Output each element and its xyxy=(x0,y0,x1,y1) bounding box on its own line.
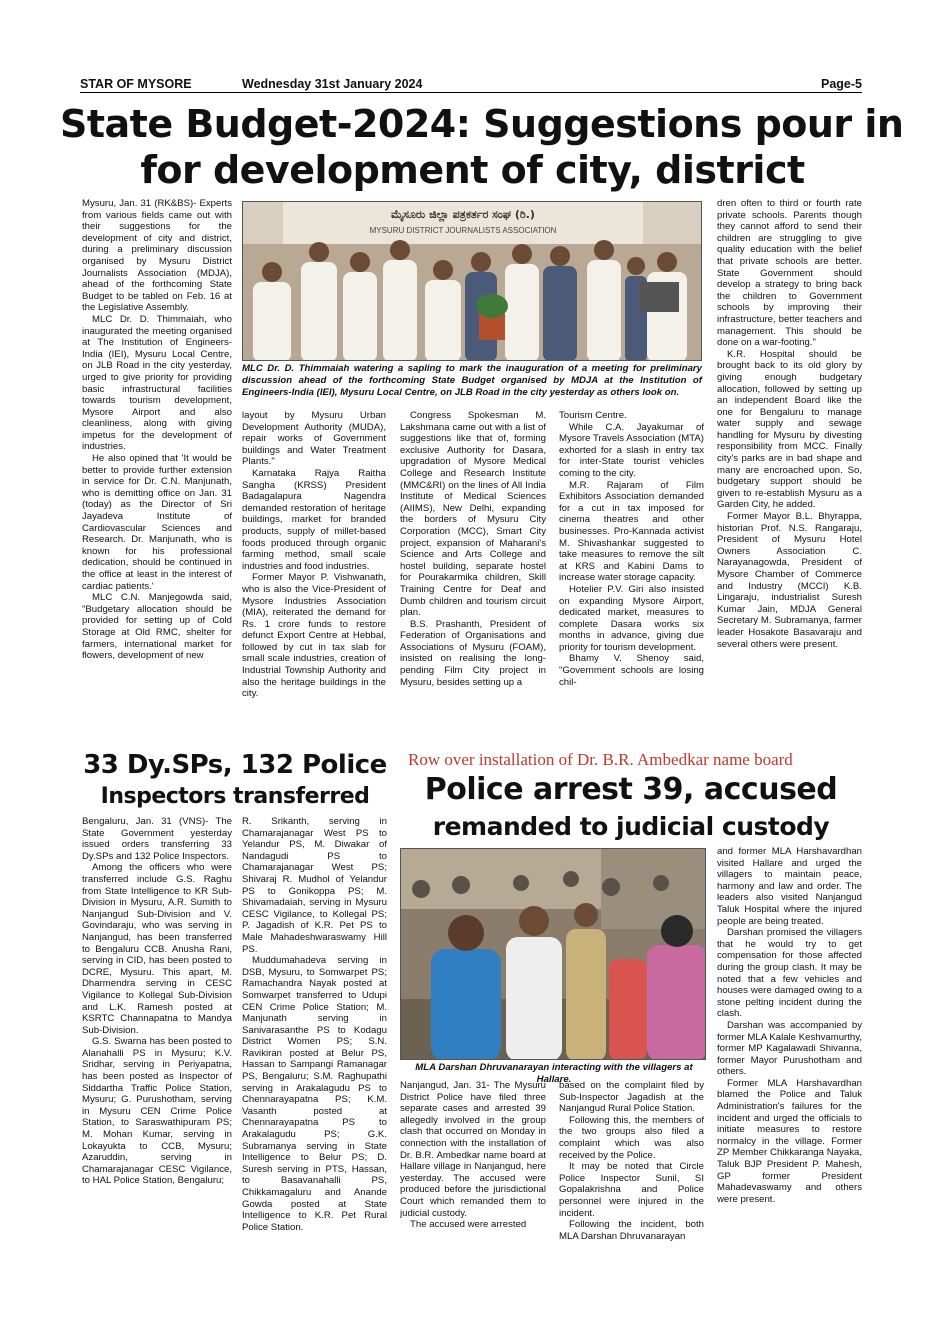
hallare-visit-photo xyxy=(400,848,706,1060)
page-number: Page-5 xyxy=(821,77,862,91)
photo-banner-text: ಮೈಸೂರು ಜಿಲ್ಲಾ ಪತ್ರಕರ್ತರ ಸಂಘ (ರಿ.) xyxy=(391,208,535,221)
publication-name: STAR OF MYSORE xyxy=(80,77,192,91)
story3-paragraph: Nanjangud, Jan. 31- The Mysuru District Police have filed three separate cases and arrested 39 allegedly involved in the group clash that occurred on Monday in connection with the installation of Dr. B.R. Ambedkar name board at Hallare village in Nanjangud, here yesterday. The accused were produced before the jurisdictional Court which remanded them to judicial custody. xyxy=(400,1080,546,1219)
story1-column-3 xyxy=(400,410,546,746)
story1-paragraph: B.S. Prashanth, President of Federation of Organisations and Associations of Mysuru (FOAM), insisted on realising the long-pending Film City project in Mysuru, besides setting up a xyxy=(400,618,546,688)
story3-kicker: Row over installation of Dr. B.R. Ambedkar name board xyxy=(408,750,793,769)
story1-paragraph: Bhamy V. Shenoy said, "Government schools are losing chil- xyxy=(559,653,704,688)
story2-paragraph: Bengaluru, Jan. 31 (VNS)- The State Government yesterday issued orders transferring 33 Dy.SPs and 132 Police Inspectors. xyxy=(82,816,232,862)
story1-paragraph: Mysuru, Jan. 31 (RK&BS)- Experts from various fields came out with their suggestions for the development of city and district, during a preliminary discussion organised by Mysuru District Journalists Association (MDJA), ahead of the forthcoming State Budget to be tabled on Feb. 16 at the Legislative Assembly. xyxy=(82,198,232,314)
story3-paragraph: Following this, the members of the two groups also filed a complaint which was also received by the Police. xyxy=(559,1114,704,1161)
story3-paragraph: Darshan promised the villagers that he would try to get compensation for those affected during the group clash. It may be noted that a few vehicles and houses were damaged owing to a stone pelting incident during the clash. xyxy=(717,927,862,1020)
story3-paragraph: based on the complaint filed by Sub-Inspector Jagadish at the Nanjangud Rural Police Station. xyxy=(559,1080,704,1115)
story2-column-2 xyxy=(242,816,387,1268)
story1-column-1 xyxy=(82,198,232,746)
story3-paragraph: Following the incident, both MLA Darshan Dhruvanarayan xyxy=(559,1219,704,1242)
inauguration-photo-caption: MLC Dr. D. Thimmaiah watering a sapling to mark the inauguration of a meeting for preliminary discussion ahead of the forthcoming State Budget organised by MDJA at the Institution of Engineers-India (IEI), Mysuru Local Centre, on JLB Road in the city yesterday as others look on. xyxy=(242,363,702,398)
story1-paragraph: He also opined that 'It would be better to provide further extension in service for Dr. C.N. Manjunath, who is demitting office on Jan. 31 (today) as the Director of Sri Jayadeva Institute of Cardiovascular Sciences and Research. Dr. Manjunath, who is known for his professional dedication, should be continued in the office at least in the interest of cardiac patients.' xyxy=(82,453,232,592)
story3-column-1 xyxy=(400,1080,546,1268)
story2-paragraph: R. Srikanth, serving in Chamarajanagar West PS to Yelandur PS, M. Diwakar of Nandagudi PS to Chamarajanagar West PS; Shivaraj R. Mudhol of Yelandur PS to Gonikoppa PS; M. Shivamadaiah, serving in Mysuru CESC Vigilance, to Kollegal PS; P. Jagadish of K.R. Pet PS to Male Mahadeshwaraswamy Hill PS. xyxy=(242,816,387,955)
story3-paragraph: and former MLA Harshavardhan visited Hallare and urged the villagers to maintain peace, harmony and law and order. The leaders also visited Nanjangud Taluk Hospital where the injured people are being treated. xyxy=(717,846,862,927)
story1-paragraph: K.R. Hospital should be brought back to its old glory by giving enough budgetary allocation, followed by setting up an independent Board like the one for Bengaluru to manage water supply and sewage handling for Mysuru by divesting responsibility from MCC. Finally city's parks are in bad shape and many are encroached upon. So, budgetary support should be given to re-establish Mysuru as a Garden City, he added. xyxy=(717,348,862,511)
story2-paragraph: Among the officers who were transferred include G.S. Raghu from State Intelligence to KR Sub-Division in Mysuru, A.R. Sumith to Nanjangud Sub-Division and V. Govindaraju, who was serving in Nanjangud, has been transferred to Bengaluru CCB. Anusha Rani, serving in CID, has been posted to DCRE, Mysuru. This apart, M. Dharmendra serving in CESC Vigilance to Kollegal Sub-Division and L.K. Ramesh posted at KSRTC Channapatna to Mandya Sub-Division. xyxy=(82,862,232,1036)
story1-paragraph: Congress Spokesman M. Lakshmana came out with a list of suggestions like that of, forming exclusive Authority for Dasara, upgradation of Mysore Medical College and Research Institute (MMC&RI) on the lines of All India Institute of Medical Sciences (AIIMS), New Delhi, expanding the borders of Mysuru City Corporation (MCC), Smart City project, expansion of Maharani's Science and Arts College and hostel building, separate hostel for Pourakarmika children, Skill Training Centre for Deaf and Dumb children and tourism circuit plan. xyxy=(400,410,546,619)
story1-paragraph: M.R. Rajaram of Film Exhibitors Association demanded for a cut in tax imposed for cinema theatres and other businesses. Pro-Kannada activist M. Shivashankar suggested to take measures to remove the silt at KRS and Kabini Dams to increase water storage capacity. xyxy=(559,479,704,584)
story2-paragraph: G.S. Swarna has been posted to Alanahalli PS in Mysuru; K.V. Sridhar, serving in Periyapatna, has been posted as Inspector of Siddartha Traffic Police Station, Mysuru; G. Purushotham, serving in Mysuru CEN Crime Police Station, to Saraswathipuram PS; M. Mohan Kumar, serving in Lokayukta to CCB, Mysuru; Azaruddin, serving in Chamarajanagar CESC Vigilance, to HAL Police Station, Bengaluru; xyxy=(82,1036,232,1187)
story3-headline-line1: Police arrest 39, accused xyxy=(424,772,838,807)
story1-headline-line2: for development of city, district xyxy=(140,148,805,192)
inauguration-photo xyxy=(242,201,702,361)
hallare-visit-photo-caption: MLA Darshan Dhruvanarayan interacting with the villagers at Hallare. xyxy=(415,1062,693,1085)
story3-paragraph: The accused were arrested xyxy=(410,1219,527,1231)
story2-column-1 xyxy=(82,816,232,1268)
story2-headline-line2: Inspectors transferred xyxy=(100,784,370,809)
story1-headline-line1: State Budget-2024: Suggestions pour in xyxy=(60,102,904,146)
story3-column-2 xyxy=(559,1080,704,1268)
story1-paragraph: dren often to third or fourth rate private schools. Parents though they cannot afford to send their children are struggling to give quality education with the belief that private schools are better. State Government should develop a strategy to bring back the children to Government schools by improving their infrastructure, better teachers and management. This should be done on a war-footing." xyxy=(717,198,862,349)
hallare-visit-photo-illustration xyxy=(401,849,706,1060)
story1-paragraph: Karnataka Rajya Raitha Sangha (KRSS) President Badagalapura Nagendra demanded restoration of heritage buildings, market for branded products, supply of millet-based foods produced through organic farming method, small scale industries and food industries. xyxy=(242,467,386,572)
story3-headline-line2: remanded to judicial custody xyxy=(432,812,830,841)
story1-paragraph: Tourism Centre. xyxy=(559,410,627,421)
story1-paragraph: While C.A. Jayakumar of Mysore Travels Association (MTA) exhorted for a slash in entry tax for inter-State tourist vehicles coming to the city. xyxy=(559,421,704,479)
story2-paragraph: Muddumahadeva serving in DSB, Mysuru, to Somwarpet PS; Ramachandra Nayak posted at Somwarpet transferred to Udupi CEN Crime Police Station; M. Manjunath serving in Sanivarasanthe PS to Kodagu District Women PS; S.N. Ravikiran posted at Belur PS, Hassan to Sampangi Ramanagar PS, Bengaluru; S.M. Raghupathi serving in Arakalagudu PS to Chennarayapatna PS; K.M. Vasanth posted at Chennarayapatna PS to Arakalagudu PS; G.K. Subramanya serving in State Intelligence to Belur PS; D. Suresh serving in PTS, Hassan, to Basavanahalli PS, Chikkamagaluru and Anande Gowda posted at State Intelligence to K.R. Pet Rural Police Station. xyxy=(242,955,387,1233)
story1-paragraph: Former Mayor P. Vishwanath, who is also the Vice-President of Mysore Industries Association (MIA), reiterated the demand for Rs. 1 crore funds to restore defunct Export Centre at Hebbal, followed by cut in tax slab for small scale industries, creation of Industrial Township Authority and also the heritage buildings in the city. xyxy=(242,572,386,700)
story1-paragraph: MLC Dr. D. Thimmaiah, who inaugurated the meeting organised at The Institution of Engineers-India (IEI), Mysuru Local Centre, on JLB Road in the city yesterday, urged to give priority for providing basic infrastructural facilities towards tourism development, Mysore Airport and also cleanliness, along with giving impetus for the development of industries. xyxy=(82,313,232,453)
page-masthead xyxy=(80,75,862,93)
story1-paragraph: Former Mayor B.L. Bhyrappa, historian Prof. N.S. Rangaraju, President of Mysuru Hotel Owners Association C. Narayanagowda, President of Mysore Chamber of Commerce and Industry (MCCI) K.B. Lingaraju, industrialist Suresh Kumar Jain, MDJA General Secretary M. Subramanya, farmer leader Hosakote Basavaraju and several others were present. xyxy=(717,511,862,650)
story1-paragraph: Hotelier P.V. Giri also insisted on expanding Mysore Airport, dedicated market, measures to complete Dasara works six months in advance, giving due priority for tourism development. xyxy=(559,583,704,653)
inauguration-photo-illustration xyxy=(243,202,702,361)
story2-headline-line1: 33 Dy.SPs, 132 Police xyxy=(83,750,387,780)
story3-column-3 xyxy=(717,846,862,1268)
story3-paragraph: It may be noted that Circle Police Inspector Sunil, SI Gopalakrishna and Police personnel were injured in the incident. xyxy=(559,1161,704,1219)
story3-paragraph: Darshan was accompanied by former MLA Kalale Keshvamurthy, former MP Kagalawadi Shivanna, former Mayor Purushotham and others. xyxy=(717,1019,862,1078)
story1-column-4 xyxy=(559,410,704,746)
photo-banner-english: MYSURU DISTRICT JOURNALISTS ASSOCIATION xyxy=(369,226,557,235)
story1-column-2 xyxy=(242,410,386,746)
story3-paragraph: Former MLA Harshavardhan blamed the Police and Taluk Administration's failures for the incident and urged the officials to initiate measures to restore normalcy in the village. Former ZP Member Chikkaranga Nayaka, Taluk BJP President P. Mahesh, GP former President Mahadevaswamy and others were present. xyxy=(717,1077,862,1205)
story1-paragraph: layout by Mysuru Urban Development Authority (MUDA), repair works of Government buildings and Water Treatment Plants." xyxy=(242,410,386,468)
issue-date: Wednesday 31st January 2024 xyxy=(242,77,423,91)
story1-paragraph: MLC C.N. Manjegowda said, "Budgetary allocation should be provided for setting up of Cold Storage at Old RMC, shelter for farmers, international market for flowers, development of new xyxy=(82,592,232,662)
story1-column-5 xyxy=(717,198,862,746)
